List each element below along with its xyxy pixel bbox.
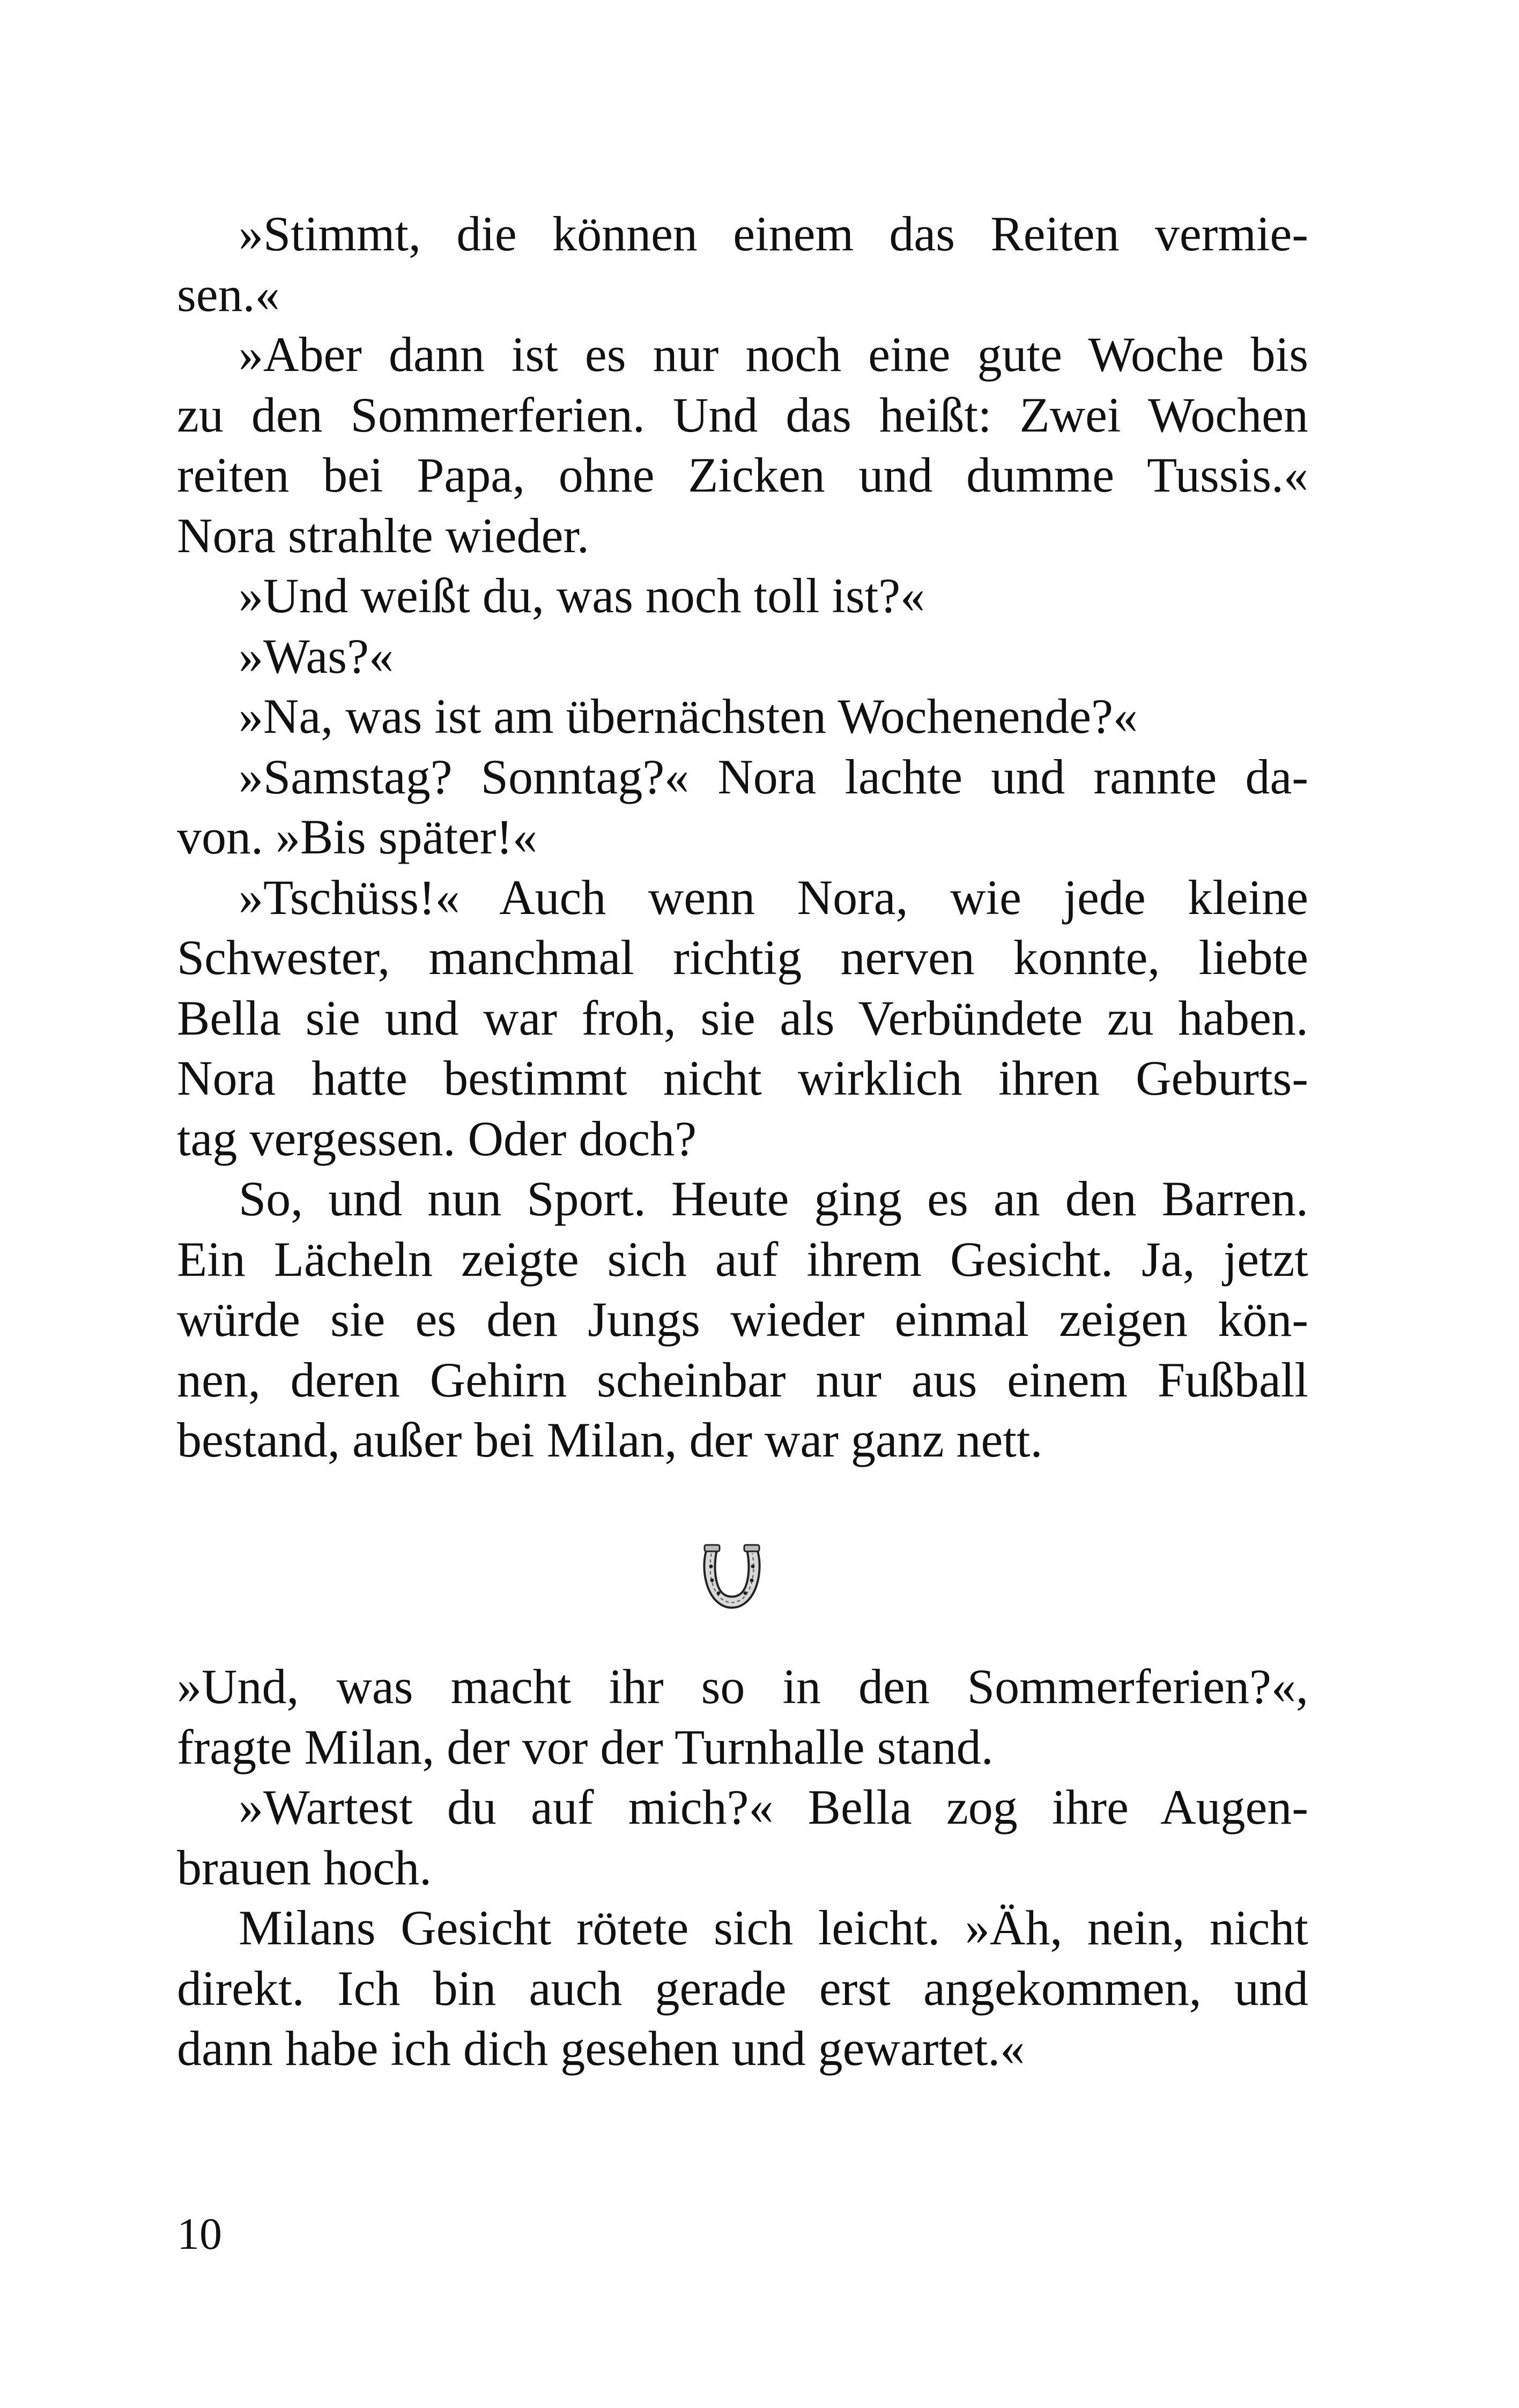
text-line: »Und weißt du, was noch toll ist?«: [239, 568, 925, 623]
text-line: bestand, außer bei Milan, der war ganz nett.: [177, 1413, 1043, 1467]
text-line: dann habe ich dich gesehen und gewartet.«: [177, 2021, 1025, 2076]
text-section-1: [177, 204, 1308, 1470]
text-line: Nora hatte bestimmt nicht wirklich ihren Geburts-: [177, 1051, 1308, 1105]
page-number: 10: [177, 2209, 222, 2259]
text-line: sen.«: [177, 266, 280, 322]
text-line: Milans Gesicht rötete sich leicht. »Äh, nein, nicht: [239, 1900, 1308, 1955]
text-line: So, und nun Sport. Heute ging es an den Barren.: [239, 1171, 1308, 1226]
text-line: »Und, was macht ihr so in den Sommerferien?«,: [177, 1659, 1308, 1714]
text-line: »Na, was ist am übernächsten Wochenende?«: [239, 689, 1138, 744]
text-line: von. »Bis später!«: [177, 809, 538, 864]
text-line: fragte Milan, der vor der Turnhalle stand.: [177, 1719, 994, 1774]
text-line: zu den Sommerferien. Und das heißt: Zwei Wochen: [177, 387, 1308, 442]
text-line: »Samstag? Sonntag?« Nora lachte und rannte da-: [239, 749, 1308, 804]
text-line: »Wartest du auf mich?« Bella zog ihre Augen-: [239, 1780, 1308, 1834]
text-line: »Tschüss!« Auch wenn Nora, wie jede kleine: [239, 869, 1308, 925]
text-line: direkt. Ich bin auch gerade erst angekommen, und: [177, 1960, 1308, 2016]
text-line: »Stimmt, die können einem das Reiten vermie-: [239, 206, 1308, 261]
text-line: Ein Lächeln zeigte sich auf ihrem Gesicht. Ja, jetzt: [177, 1231, 1308, 1287]
text-line: Bella sie und war froh, sie als Verbündete zu haben.: [177, 990, 1308, 1045]
horseshoe-icon: [697, 1539, 767, 1614]
text-line: tag vergessen. Oder doch?: [177, 1111, 697, 1166]
text-line: Schwester, manchmal richtig nerven konnte, liebte: [177, 930, 1308, 985]
text-line: reiten bei Papa, ohne Zicken und dumme Tussis.«: [177, 448, 1308, 502]
text-line: »Was?«: [239, 628, 394, 683]
text-line: nen, deren Gehirn scheinbar nur aus einem Fußball: [177, 1352, 1308, 1407]
text-line: Nora strahlte wieder.: [177, 508, 589, 563]
text-section-2: [177, 1656, 1308, 2079]
text-line: »Aber dann ist es nur noch eine gute Woche bis: [239, 327, 1308, 382]
text-line: brauen hoch.: [177, 1840, 432, 1895]
text-line: würde sie es den Jungs wieder einmal zeigen kön-: [177, 1292, 1308, 1347]
